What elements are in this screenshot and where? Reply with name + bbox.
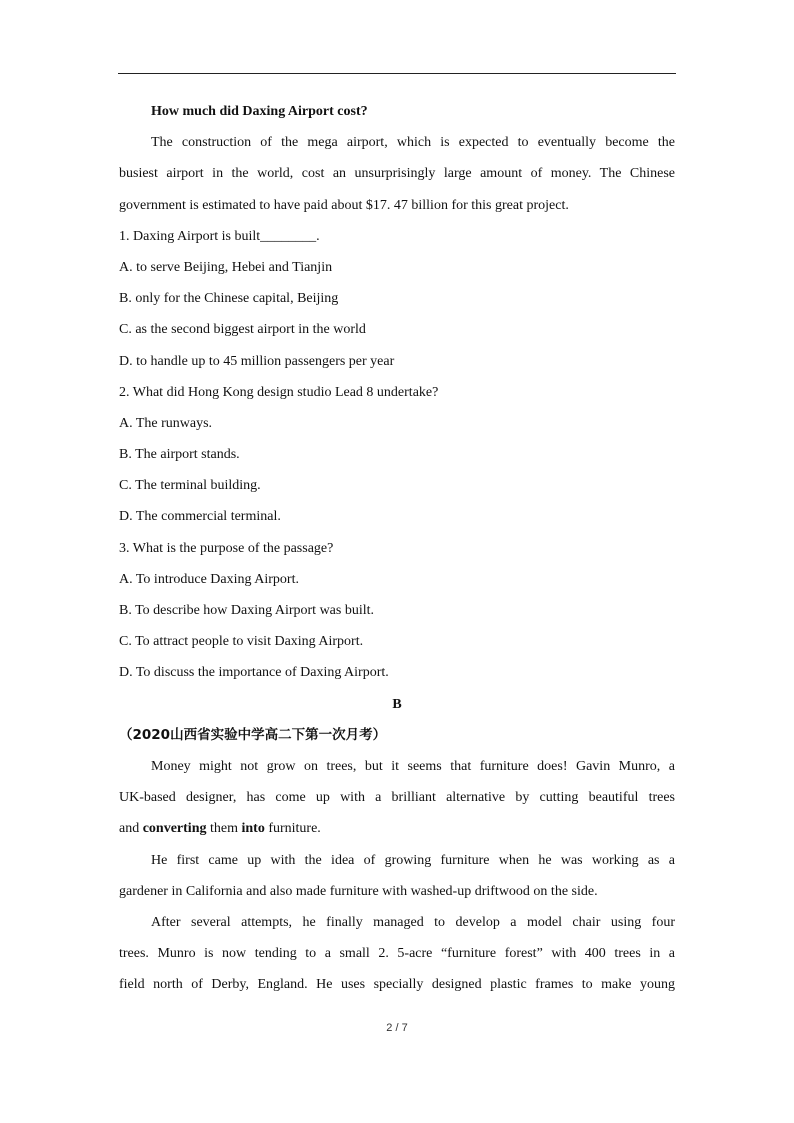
passage-heading: How much did Daxing Airport cost? [151,104,368,119]
source-note: （2020山西省实验中学高二下第一次月考） [119,726,387,743]
paragraph-line: The construction of the mega airport, which is expected to eventually become the [151,135,675,151]
text-run: and [119,821,143,837]
question-2-option-b: B. The airport stands. [119,447,240,463]
paragraph-line: field north of Derby, England. He uses specially designed plastic frames to make young [119,977,675,993]
question-2-option-d: D. The commercial terminal. [119,509,281,525]
question-1-stem: 1. Daxing Airport is built________. [119,228,320,244]
question-1-option-b: B. only for the Chinese capital, Beijing [119,291,339,307]
text-run: furniture. [264,821,321,837]
question-1-option-c: C. as the second biggest airport in the world [119,322,366,338]
question-3-option-c: C. To attract people to visit Daxing Airport. [119,634,364,650]
paragraph-line: gardener in California and also made furniture with washed-up driftwood on the side. [119,883,598,899]
paragraph-line [119,813,675,844]
question-3-stem: 3. What is the purpose of the passage? [119,540,334,556]
paragraph-line: trees. Munro is now tending to a small 2. 5-acre “furniture forest” with 400 trees in a [119,946,675,962]
header-rule [118,73,676,74]
question-3-option-a: A. To introduce Daxing Airport. [119,571,299,587]
paragraph-line: busiest airport in the world, cost an unsurprisingly large amount of money. The Chinese [119,166,675,182]
paragraph-line: He first came up with the idea of growing furniture when he was working as a [151,852,675,868]
text-run: them [206,821,242,837]
paragraph-line: government is estimated to have paid about $17. 47 billion for this great project. [119,197,569,213]
page-number: 2 / 7 [386,1022,408,1034]
question-2-stem: 2. What did Hong Kong design studio Lead 8 undertake? [119,384,439,400]
bold-phrase: converting [142,821,207,837]
question-2-option-a: A. The runways. [119,415,213,431]
question-2-option-c: C. The terminal building. [119,478,261,494]
bold-phrase: into [241,821,265,837]
question-3-option-d: D. To discuss the importance of Daxing Airport. [119,665,389,681]
document-body [119,96,675,1000]
section-label: B [392,696,402,712]
question-3-option-b: B. To describe how Daxing Airport was built. [119,603,375,618]
paragraph-line: After several attempts, he finally managed to develop a model chair using four [151,914,675,930]
paragraph-line: Money might not grow on trees, but it seems that furniture does! Gavin Munro, a [151,758,675,774]
paragraph-line: UK-based designer, has come up with a brilliant alternative by cutting beautiful trees [119,790,675,806]
question-1-option-d: D. to handle up to 45 million passengers per year [119,353,395,369]
question-1-option-a: A. to serve Beijing, Hebei and Tianjin [119,259,333,275]
